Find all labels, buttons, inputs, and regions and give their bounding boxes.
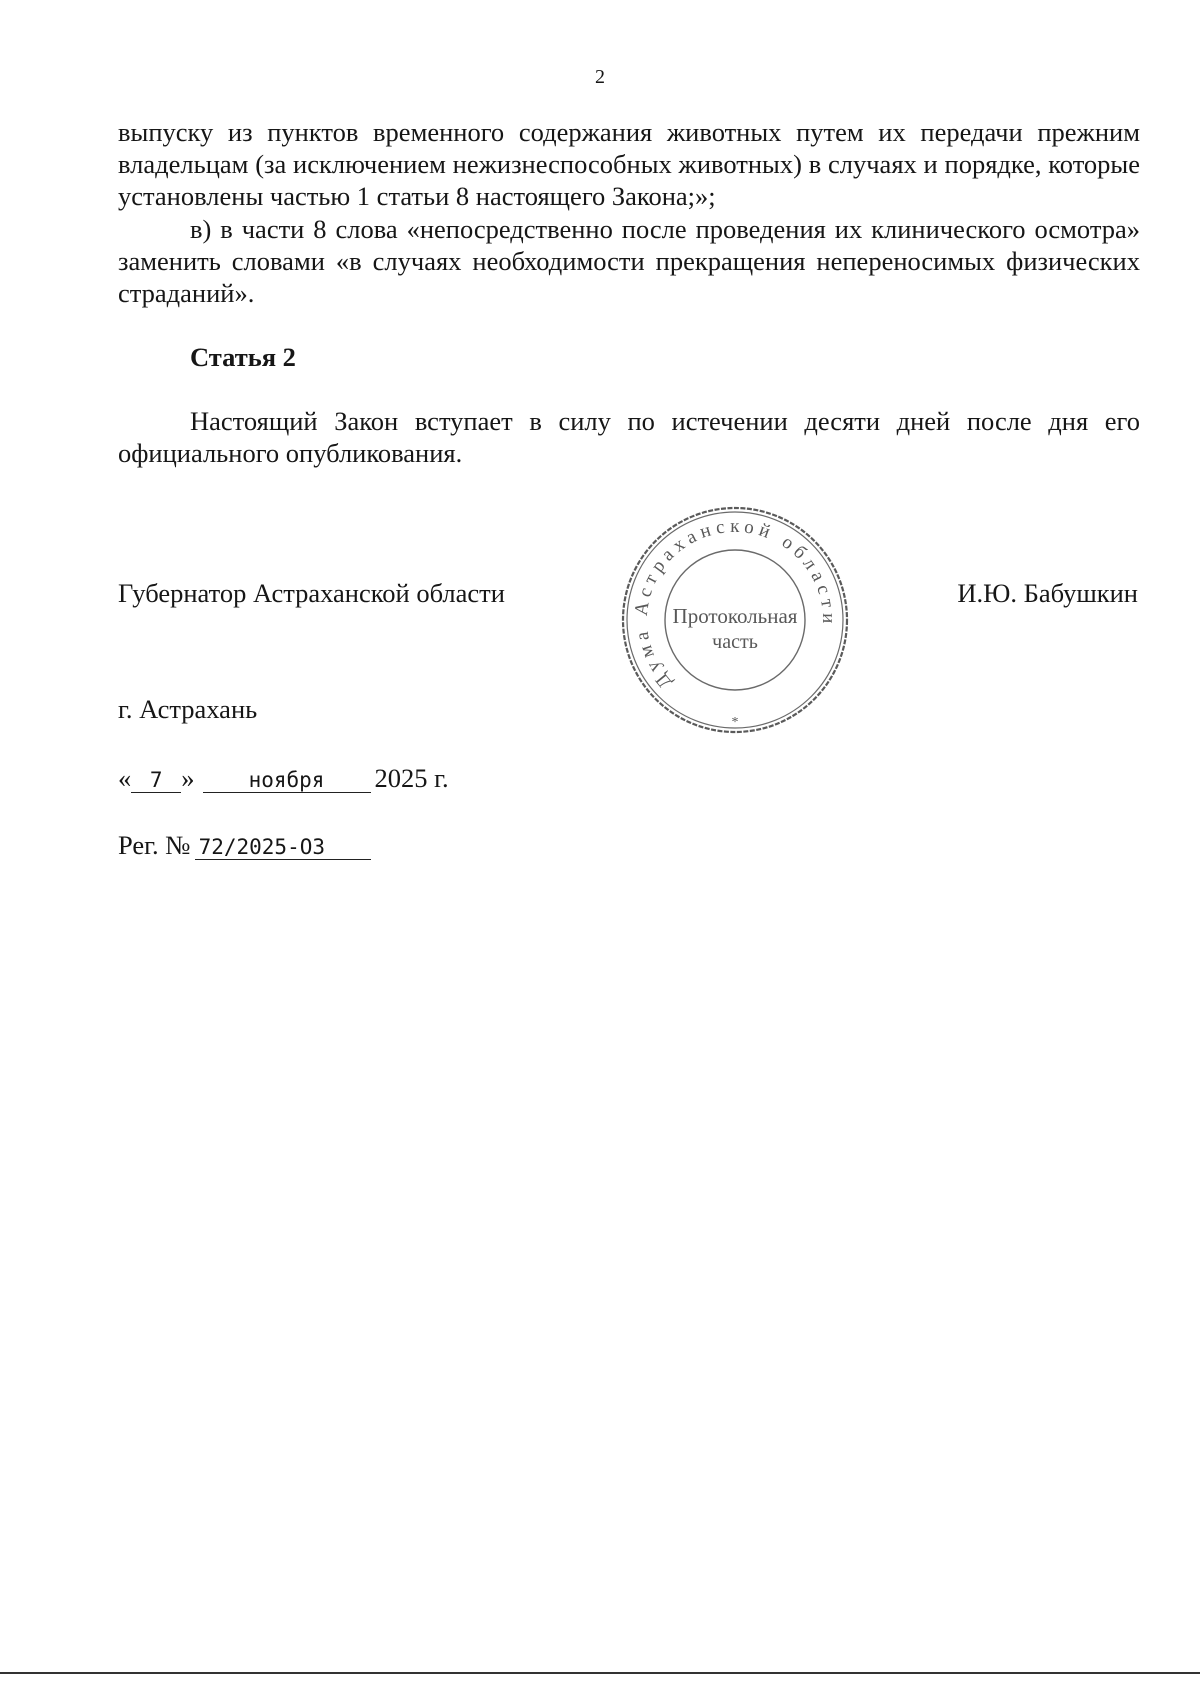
signing-date — [118, 763, 449, 794]
date-day-field: 7 — [131, 768, 181, 793]
signatory-position: Губернатор Астраханской области — [118, 578, 505, 608]
paragraph-text: в) в части 8 слова «непосредственно после проведения их клинического осмотра» заменить словами «в случаях необходимости прекращения непереносимых физических страданий». — [118, 214, 1140, 308]
star-icon: * — [731, 715, 739, 730]
registration-line — [118, 830, 371, 861]
date-month-field: ноября — [203, 768, 371, 793]
registration-number-field: 72/2025-ОЗ — [195, 835, 371, 860]
signatory-name: И.Ю. Бабушкин — [957, 578, 1138, 608]
paragraph-continuation — [118, 116, 1140, 212]
official-stamp — [615, 500, 855, 740]
date-year: 2025 г. — [374, 763, 449, 793]
amendment-item-v — [118, 213, 1140, 309]
stamp-center-line-2: часть — [712, 631, 758, 653]
footer-divider — [0, 1672, 1200, 1674]
registration-label: Рег. № — [118, 830, 191, 860]
city-line: г. Астрахань — [118, 694, 258, 724]
paragraph-text: выпуску из пунктов временного содержания животных путем их передачи прежним владельцам (за исключением нежизнеспособных животных) в случаях и порядке, которые установлены частью 1 статьи 8 настоящего Закона;»; — [118, 117, 1140, 211]
stamp-center-line-1: Протокольная — [672, 604, 798, 628]
paragraph-text: Настоящий Закон вступает в силу по истечении десяти дней после дня его официального опубликования. — [118, 406, 1140, 468]
date-close-quote: » — [181, 763, 195, 793]
article-2-body — [118, 405, 1140, 469]
date-open-quote: « — [118, 763, 132, 793]
page-number: 2 — [595, 66, 605, 88]
stamp-ring-text: Дума Астраханской области — [630, 515, 840, 693]
article-heading: Статья 2 — [190, 342, 296, 372]
